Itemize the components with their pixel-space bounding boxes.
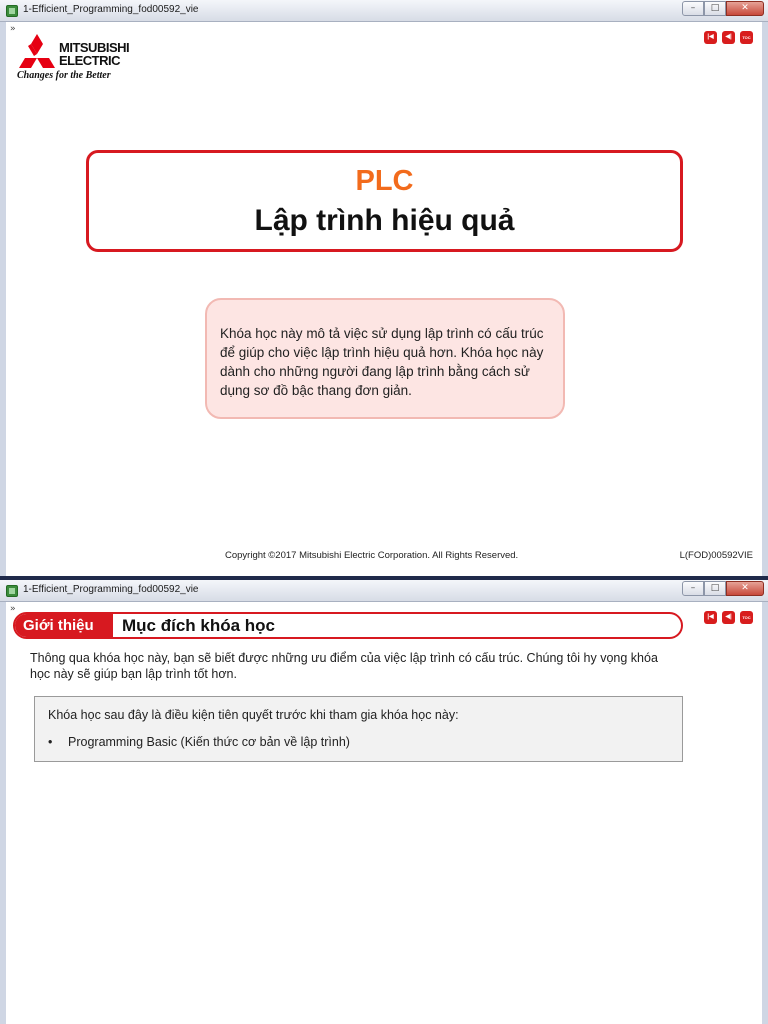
- window-title: 1-Efficient_Programming_fod00592_vie: [23, 584, 199, 595]
- first-page-button[interactable]: |◀: [704, 31, 717, 44]
- bullet: •: [48, 735, 53, 749]
- close-button[interactable]: ✕: [726, 581, 764, 596]
- prerequisite-heading: Khóa học sau đây là điều kiện tiên quyết trước khi tham gia khóa học này:: [48, 708, 459, 722]
- logo-word-2: ELECTRIC: [59, 53, 120, 68]
- intro-text: Thông qua khóa học này, bạn sẽ biết được những ưu điểm của việc lập trình có cấu trúc. Chúng tôi hy vọng khóa học này sẽ giúp bạn lập trình tốt hơn.: [30, 651, 658, 681]
- expand-chevron-icon[interactable]: »: [10, 604, 15, 614]
- course-purpose-window: [0, 580, 768, 1024]
- toc-button[interactable]: TOC: [740, 31, 753, 44]
- section-label: Giới thiệu: [15, 614, 113, 637]
- minimize-button[interactable]: –: [682, 581, 704, 596]
- course-name: Lập trình hiệu quả: [254, 204, 515, 237]
- course-description: Khóa học này mô tả việc sử dụng lập trình có cấu trúc để giúp cho việc lập trình hiệu quả hơn. Khóa học này dành cho những người đang lập trình bằng cách sử dụng sơ đồ bậc thang đơn giản.: [220, 326, 544, 398]
- logo-word-1: MITSUBISHI: [59, 40, 130, 55]
- maximize-button[interactable]: □: [704, 581, 726, 596]
- prerequisite-item: [48, 735, 350, 749]
- app-icon: [6, 585, 18, 597]
- mitsubishi-logo: [17, 34, 147, 84]
- course-category: PLC: [355, 165, 414, 197]
- expand-chevron-icon[interactable]: »: [10, 24, 15, 34]
- course-code: L(FOD)00592VIE: [679, 550, 753, 561]
- app-icon: [6, 5, 18, 17]
- course-title-box: [86, 150, 683, 252]
- course-description-box: [205, 298, 565, 419]
- title-bar[interactable]: [0, 0, 768, 22]
- close-button[interactable]: ✕: [726, 1, 764, 16]
- toc-button[interactable]: TOC: [740, 611, 753, 624]
- prerequisite-item-text: Programming Basic (Kiến thức cơ bản về lập trình): [68, 735, 350, 749]
- section-title: Mục đích khóa học: [122, 616, 276, 635]
- minimize-button[interactable]: –: [682, 1, 704, 16]
- first-page-button[interactable]: |◀: [704, 611, 717, 624]
- maximize-button[interactable]: □: [704, 1, 726, 16]
- section-header: [13, 612, 683, 639]
- copyright-text: Copyright ©2017 Mitsubishi Electric Corporation. All Rights Reserved.: [225, 550, 519, 561]
- prev-page-button[interactable]: ◀|: [722, 31, 735, 44]
- nav-buttons: [704, 611, 753, 624]
- window-title: 1-Efficient_Programming_fod00592_vie: [23, 4, 199, 15]
- logo-tagline: Changes for the Better: [17, 70, 111, 81]
- nav-buttons: [704, 31, 753, 44]
- prerequisite-box: [34, 696, 683, 762]
- three-diamonds-icon: [17, 34, 57, 68]
- title-bar[interactable]: [0, 580, 768, 602]
- prev-page-button[interactable]: ◀|: [722, 611, 735, 624]
